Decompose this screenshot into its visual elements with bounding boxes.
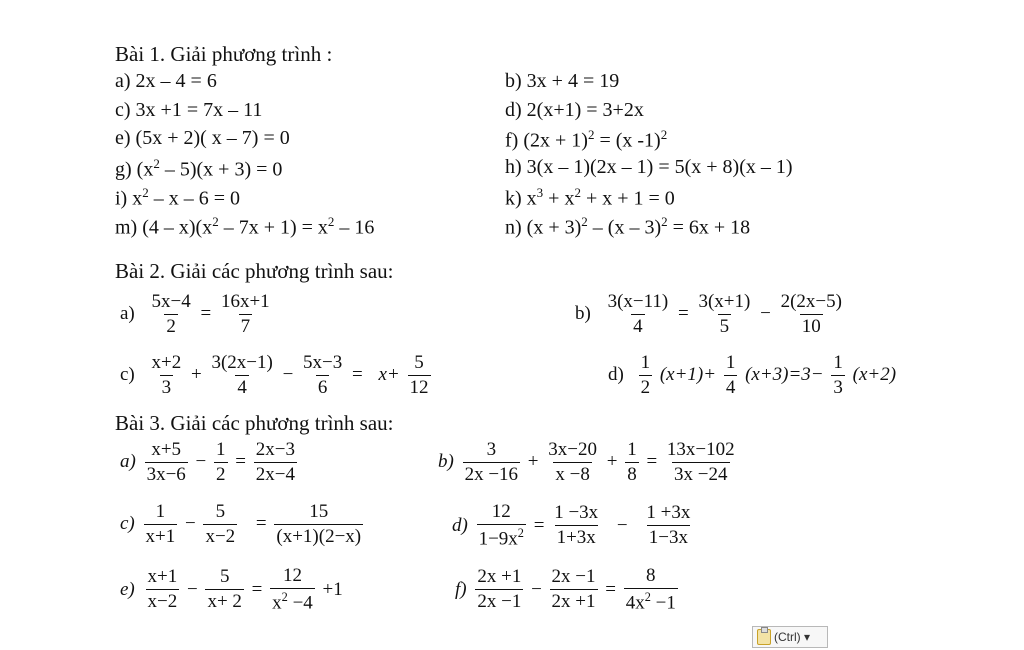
bai1-eq-c (115, 99, 262, 122)
eq-label: n) (505, 216, 522, 239)
eq-label: d) (608, 364, 624, 386)
eq-text: = 6x + 18 (667, 216, 751, 239)
fraction: $\frac{3(x+1)}{5}$ (698, 291, 751, 337)
fraction: $\frac{1 +3x}{1-3x}$ (646, 502, 691, 549)
fraction: $\frac{2(2x-5)}{10}$ (780, 291, 842, 337)
eq-label: i) (115, 187, 128, 210)
eq-label: f) (455, 578, 467, 600)
bai3-eq-a: a) $\frac{x+5}{3x-6}$ − $\frac{1}{2}$ = $\frac{2x-3}{2x-4}$ (120, 439, 295, 485)
fraction: $\frac{3(x-11)}{4}$ (607, 291, 669, 337)
fraction: $\frac{1}{8}$ (627, 439, 637, 485)
fraction: $\frac{2x +1}{2x -1}$ (477, 566, 522, 613)
bai2-title: Bài 2. Giải các phương trình sau: (115, 259, 394, 283)
exponent: 2 (153, 156, 160, 171)
eq-label: f) (505, 129, 519, 152)
eq-label: a) (120, 451, 136, 473)
paste-options-label: (Ctrl) ▾ (774, 630, 811, 644)
fraction: $\frac{1 -3x}{1+3x}$ (554, 502, 599, 549)
bai1-eq-i (115, 185, 240, 211)
bai1-eq-a (115, 70, 217, 93)
fraction: $\frac{x+1}{x-2}$ (147, 566, 178, 613)
eq-label: k) (505, 187, 522, 210)
fraction: $\frac{3}{2x -16}$ (464, 439, 519, 485)
eq-text: (x (136, 158, 154, 181)
fraction: $\frac{3x-20}{x -8}$ (548, 439, 597, 485)
eq-text: + x + 1 = 0 (580, 187, 675, 210)
eq-text: (5x + 2)( x – 7) = 0 (135, 127, 290, 149)
eq-text: 3x + 4 = 19 (526, 70, 620, 92)
bai3-eq-f: f) $\frac{2x +1}{2x -1}$ − $\frac{2x -1}{2x +1}$ = $\frac{8}{4x^2 -1}$ (455, 565, 676, 614)
fraction: $\frac{x+2}{3}$ (151, 352, 182, 398)
eq-text: (2x + 1) (523, 129, 588, 152)
eq-text: 2x – 4 = 6 (135, 70, 217, 92)
bai2-eq-d: d) $\frac{1}{2}$ (x+1)+ $\frac{1}{4}$ (x+3)=3− $\frac{1}{3}$ (x+2) (608, 352, 897, 398)
exponent: 2 (212, 214, 219, 229)
fraction: $\frac{1}{4}$ (725, 352, 736, 398)
eq-label: g) (115, 158, 132, 181)
bai1-eq-d (505, 99, 644, 122)
fraction: $\frac{x+5}{3x-6}$ (146, 439, 186, 485)
bai2-eq-a: a) $\frac{5x-4}{2}$ = $\frac{16x+1}{7}$ (120, 291, 270, 337)
fraction: $\frac{1}{3}$ (833, 352, 843, 398)
exponent: 2 (661, 214, 668, 229)
bai3-title: Bài 3. Giải các phương trình sau: (115, 411, 394, 435)
eq-text: 2(x+1) = 3+2x (526, 99, 644, 121)
bai1-title: Bài 1. Giải phương trình : (115, 42, 333, 66)
eq-text: (x + 3) (526, 216, 582, 239)
exponent: 2 (581, 214, 588, 229)
exponent: 2 (587, 127, 595, 142)
eq-label: a) (115, 70, 131, 92)
bai1-eq-n (505, 214, 750, 240)
bai3-eq-e: e) $\frac{x+1}{x-2}$ − $\frac{5}{x+ 2}$ = $\frac{12}{x^2 -4}$ +1 (120, 565, 343, 614)
fraction: $\frac{13x-102}{3x -24}$ (666, 439, 735, 485)
eq-text: x (132, 187, 143, 210)
fraction: $\frac{1}{x+1}$ (145, 501, 176, 547)
eq-text: – 16 (334, 216, 375, 239)
bai3-eq-c: c) $\frac{1}{x+1}$ − $\frac{5}{x-2}$ = $\frac{15}{(x+1)(2-x)}$ (120, 501, 362, 547)
eq-text: = (x -1) (594, 129, 661, 152)
bai2-eq-b: b) $\frac{3(x-11)}{4}$ = $\frac{3(x+1)}{5}$ − $\frac{2(2x-5)}{10}$ (575, 291, 842, 337)
bai1-eq-g (115, 156, 282, 182)
fraction: $\frac{1}{2}$ (216, 439, 226, 485)
eq-label: c) (120, 364, 135, 386)
eq-text: – 5)(x + 3) = 0 (159, 158, 283, 181)
fraction: $\frac{1}{2}$ (640, 352, 651, 398)
bai3-eq-b: b) $\frac{3}{2x -16}$ + $\frac{3x-20}{x -8}$ + $\frac{1}{8}$ = $\frac{13x-102}{3x -24}$ (438, 439, 735, 485)
eq-text: – (x – 3) (587, 216, 662, 239)
eq-text: + x (543, 187, 575, 210)
eq-text: – 7x + 1) = x (218, 216, 328, 239)
fraction: $\frac{12}{1-9x^2}$ (478, 501, 524, 550)
paste-options-button[interactable] (752, 626, 828, 648)
fraction: $\frac{8}{4x^2 -1}$ (625, 565, 676, 614)
fraction: $\frac{5x-4}{2}$ (151, 291, 191, 337)
eq-text: x (526, 187, 537, 210)
fraction: $\frac{2x-3}{2x-4}$ (255, 439, 295, 485)
bai1-eq-b (505, 70, 619, 93)
bai1-eq-m (115, 214, 374, 240)
eq-label: d) (452, 514, 468, 536)
eq-label: m) (115, 216, 138, 239)
fraction: $\frac{5}{x+ 2}$ (207, 566, 242, 613)
eq-label: h) (505, 156, 522, 178)
exponent: 2 (142, 185, 149, 200)
eq-label: b) (575, 303, 591, 325)
eq-text: 3(x – 1)(2x – 1) = 5(x + 8)(x – 1) (526, 156, 793, 178)
eq-label: c) (120, 513, 135, 535)
exponent: 3 (536, 185, 544, 200)
exponent: 2 (574, 185, 581, 200)
eq-text: 3x +1 = 7x – 11 (135, 99, 263, 121)
fraction: $\frac{2x -1}{2x +1}$ (551, 566, 596, 613)
exponent: 2 (327, 214, 335, 229)
fraction: $\frac{3(2x-1)}{4}$ (211, 352, 273, 398)
eq-label: e) (115, 127, 131, 149)
bai1-eq-f (505, 127, 667, 153)
eq-label: c) (115, 99, 131, 121)
exponent: 2 (660, 127, 668, 142)
fraction: $\frac{15}{(x+1)(2-x)}$ (276, 501, 362, 547)
fraction: $\frac{12}{x^2 -4}$ (272, 565, 313, 614)
fraction: $\frac{5}{x-2}$ (205, 501, 236, 547)
fraction: $\frac{16x+1}{7}$ (220, 291, 270, 337)
bai3-eq-d: d) $\frac{12}{1-9x^2}$ = $\frac{1 -3x}{1+3x}$ − $\frac{1 +3x}{1-3x}$ (452, 501, 691, 550)
eq-label: b) (505, 70, 522, 92)
bai2-eq-c: c) $\frac{x+2}{3}$ + $\frac{3(2x-1)}{4}$ − $\frac{5x-3}{6}$ = x+ $\frac{5}{12}$ (120, 352, 429, 398)
eq-label: a) (120, 303, 135, 325)
eq-label: e) (120, 578, 135, 600)
fraction: $\frac{5x-3}{6}$ (303, 352, 343, 398)
bai1-eq-e (115, 127, 290, 150)
bai1-eq-k (505, 185, 675, 211)
eq-text: (4 – x)(x (142, 216, 213, 239)
bai1-eq-h (505, 156, 793, 179)
eq-label: d) (505, 99, 522, 121)
fraction: $\frac{5}{12}$ (409, 352, 429, 398)
eq-label: b) (438, 451, 454, 473)
eq-text: – x – 6 = 0 (148, 187, 240, 210)
clipboard-icon (757, 629, 771, 645)
